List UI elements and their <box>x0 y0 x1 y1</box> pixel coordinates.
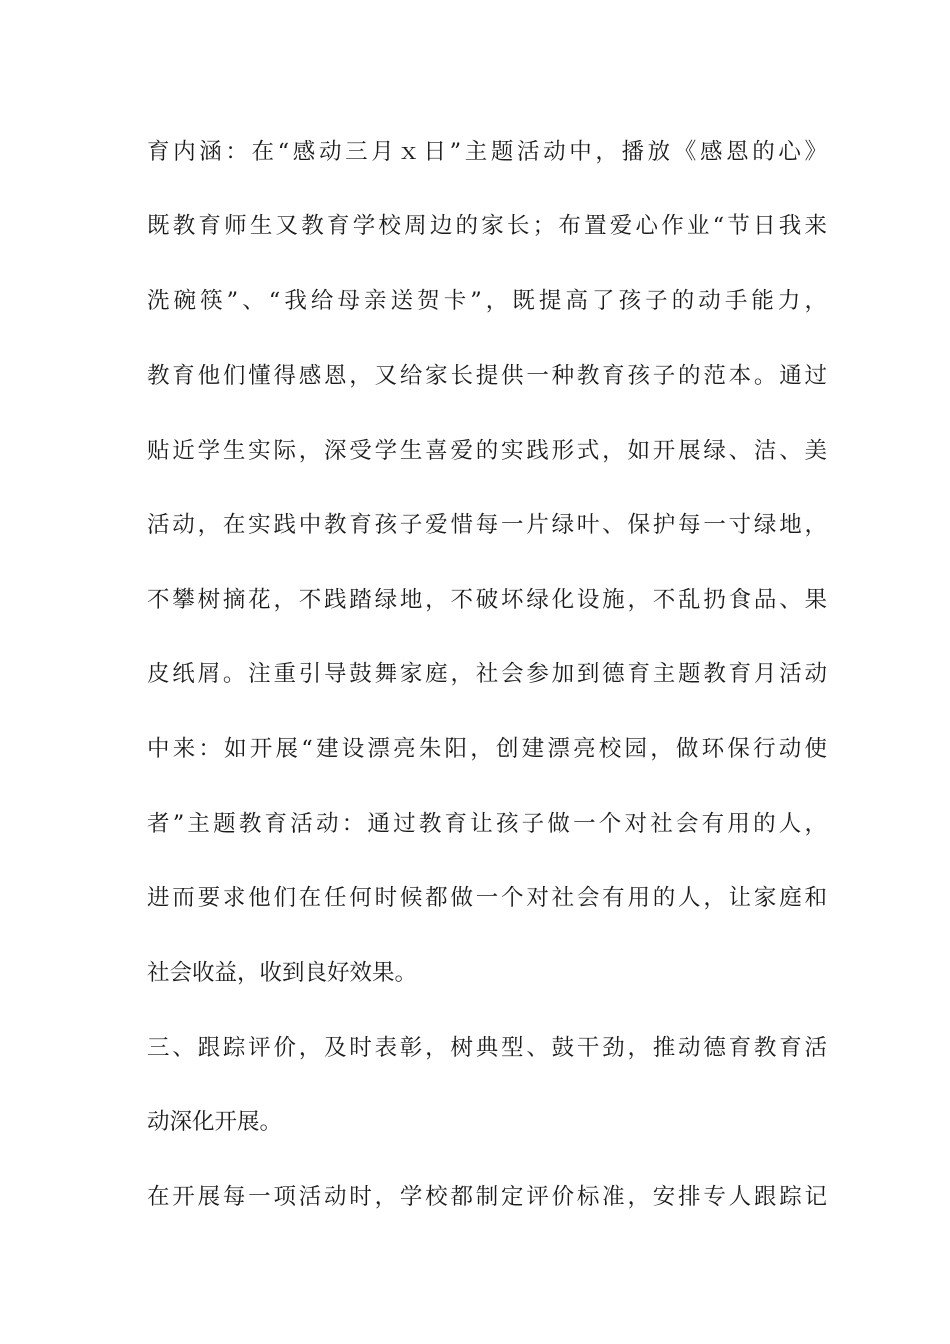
text-line: 皮纸屑。注重引导鼓舞家庭，社会参加到德育主题教育月活动 <box>147 661 827 687</box>
section-heading-line: 三、跟踪评价，及时表彰，树典型、鼓干劲，推动德育教育活 <box>147 1035 827 1061</box>
text-line: 者”主题教育活动：通过教育让孩子做一个对社会有用的人， <box>147 811 827 837</box>
text-line: 既教育师生又教育学校周边的家长；布置爱心作业“节日我来 <box>147 213 827 239</box>
text-line: 贴近学生实际，深受学生喜爱的实践形式，如开展绿、洁、美 <box>147 438 827 464</box>
text-line: 育内涵：在“感动三月ｘ日”主题活动中，播放《感恩的心》 <box>147 139 827 165</box>
section-heading-line: 动深化开展。 <box>147 1109 283 1135</box>
text-line: 社会收益，收到良好效果。 <box>147 960 418 986</box>
text-line: 洗碗筷”、“我给母亲送贺卡”，既提高了孩子的动手能力， <box>147 288 827 314</box>
text-line: 进而要求他们在任何时候都做一个对社会有用的人，让家庭和 <box>147 885 827 911</box>
text-line: 中来：如开展“建设漂亮朱阳，创建漂亮校园，做环保行动使 <box>147 736 827 762</box>
text-line: 在开展每一项活动时，学校都制定评价标准，安排专人跟踪记 <box>147 1184 827 1210</box>
text-line: 活动，在实践中教育孩子爱惜每一片绿叶、保护每一寸绿地， <box>147 512 827 538</box>
text-line: 教育他们懂得感恩，又给家长提供一种教育孩子的范本。通过 <box>147 363 827 389</box>
text-line: 不攀树摘花，不践踏绿地，不破坏绿化设施，不乱扔食品、果 <box>147 587 827 613</box>
